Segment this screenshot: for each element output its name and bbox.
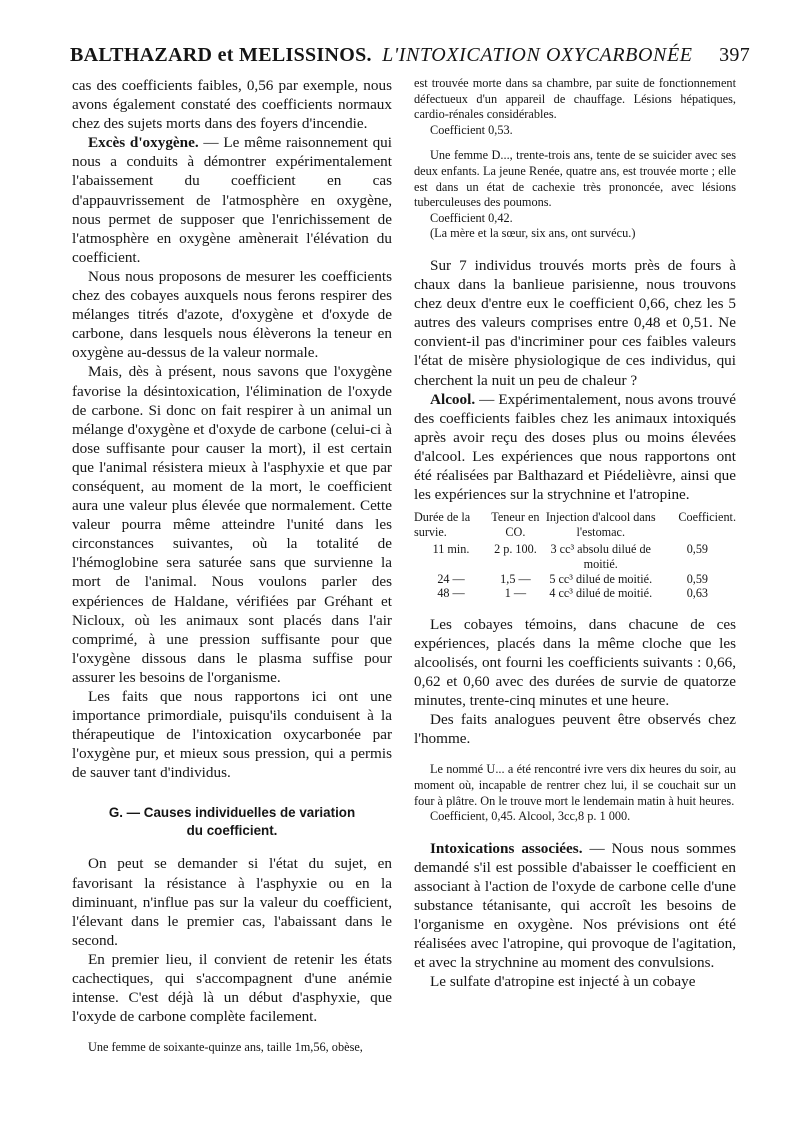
paragraph: En premier lieu, il convient de retenir les états cachectiques, qui s'accompagnent d'une anémie intense. C'est déjà là un début d'asphyxie, que l'oxyde de carbone complète facilement. — [72, 950, 392, 1026]
table-cell: 0,63 — [686, 586, 709, 601]
table-cell: 0,59 — [686, 571, 709, 586]
table-cell: 2 p. 100. — [494, 542, 537, 557]
table-cell: 1 — — [504, 586, 527, 601]
case-report: Le nommé U... a été rencontré ivre vers dix heures du soir, au moment où, incapable de rentrer chez lui, il se couchait sur un four à plâtre. On le trouve mort le lendemain matin à huit heures. — [414, 762, 736, 808]
table-row — [414, 586, 736, 601]
table-cell: 1,5 — — [500, 571, 531, 586]
table-cell: 48 — — [437, 586, 465, 601]
paragraph-intoxications-associees — [414, 839, 736, 973]
case-coefficient: Coefficient 0,53. — [430, 122, 513, 137]
paragraph: Nous nous proposons de mesurer les coefficients chez des cobayes auxquels nous ferons respirer des mélanges titrés d'azote, d'oxygène et d'oxyde de carbone, dans lesquels nous élèverons la teneur en oxygène au-dessus de la valeur normale. — [72, 267, 392, 362]
table-header-row — [414, 510, 736, 542]
paragraph: Des faits analogues peuvent être observés chez l'homme. — [414, 711, 736, 748]
table-cell: 4 cc³ dilué de moitié. — [549, 586, 653, 601]
table-cell: 5 cc³ dilué de moitié. — [549, 571, 653, 586]
paragraph: cas des coefficients faibles, 0,56 par exemple, nous avons également constaté des coefficients normaux chez des sujets morts dans des foyers d'incendie. — [72, 77, 392, 133]
case-coefficient: Coefficient 0,42. — [430, 210, 513, 225]
case-note: (La mère et la sœur, six ans, ont survécu.) — [430, 226, 636, 241]
paragraph: Les cobayes témoins, dans chacune de ces expériences, placés dans la même cloche que les alcoolisés, ont fourni les coefficients suivants : 0,66, 0,62 et 0,60 avec des durées de survie de quatorze minutes, trente-cinq minutes et une heure. — [414, 615, 736, 710]
section-heading — [72, 804, 392, 840]
table-cell: 3 cc³ absolu dilué de moitié. — [550, 542, 651, 571]
running-header — [70, 44, 750, 74]
case-coefficient: Coefficient, 0,45. Alcool, 3cc,8 p. 1 000. — [430, 809, 631, 824]
paragraph-text: — Expérimentalement, nous avons trouvé des coefficients faibles chez les animaux intoxiqués après avoir reçu des doses plus ou moins élevées d'alcool. Les expériences que nous rapportons ont été réalisées par Balthazard et Piédelièvre, ainsi que les expériences sur la strychnine et l'atropine. — [414, 390, 736, 504]
case-report: Une femme D..., trente-trois ans, tente de se suicider avec ses deux enfants. La jeune Renée, quatre ans, est trouvée morte ; elle est dans un état de cachexie très prononcée, avec lésions tuberculeuses des poumons. — [414, 148, 736, 210]
header-title: L'INTOXICATION OXYCARBONÉE — [382, 44, 693, 66]
column-header: Coefficient. — [678, 510, 736, 525]
case-report-block — [414, 762, 736, 824]
paragraph: Sur 7 individus trouvés morts près de fours à chaux dans la banlieue parisienne, nous trouvons chez deux d'entre eux le coefficient 0,66, chez les 5 autres des valeurs comprises entre 0,48 et 0,51. Ne convient-il pas d'incriminer pour ces faibles valeurs l'état de misère physiologique de ces individus, qui cherchent la nuit un peu de chaleur ? — [414, 256, 736, 389]
case-report-block — [414, 76, 736, 242]
paragraph: On peut se demander si l'état du sujet, en favorisant la résistance à l'asphyxie ou en la diminuant, n'influe pas sur la valeur du coefficient, l'élevant dans le premier cas, l'abaissant dans le second. — [72, 855, 392, 949]
table-cell: 24 — — [437, 571, 465, 586]
right-column — [414, 76, 736, 992]
run-in-heading: Intoxications associées. — [430, 839, 583, 857]
column-header: Durée de la survie. — [414, 510, 471, 539]
paragraph: Les faits que nous rapportons ici ont une importance primordiale, puisqu'ils conduisent à la thérapeutique de l'intoxication oxycarbonée par l'oxygène pur, et mieux sous pression, qui a permis de sauver tant d'individus. — [72, 688, 392, 782]
paragraph-alcool — [414, 390, 736, 505]
column-header: Teneur en CO. — [491, 510, 540, 539]
section-heading-line: du coefficient. — [186, 823, 278, 839]
table-row — [414, 572, 736, 587]
case-report: Une femme de soixante-quinze ans, taille 1m,56, obèse, — [88, 1040, 363, 1055]
section-heading-line: G. — Causes individuelles de variation — [108, 805, 356, 821]
left-column — [72, 76, 392, 1056]
paragraph: Le sulfate d'atropine est injecté à un cobaye — [430, 973, 696, 991]
paragraph-text: — Le même raisonnement qui nous a conduits à démontrer expérimentalement l'abaissement du coefficient en cas d'appauvrissement de l'atmosphère en oxygène, nous permet de supposer que l'enrichissement de l'atmosphère en oxygène amènerait l'élévation du coefficient. — [72, 134, 392, 266]
case-report: est trouvée morte dans sa chambre, par suite de fonctionnement défectueux d'un appareil de chauffage. Lésions hépatiques, cardio-rénales considérables. — [414, 76, 736, 122]
column-header: Injection d'alcool dans l'estomac. — [545, 510, 656, 539]
header-authors: BALTHAZARD et MELISSINOS. — [70, 44, 372, 66]
paragraph-exces-oxygene — [72, 133, 392, 267]
paragraph-text: — Nous nous sommes demandé s'il est possible d'abaisser le coefficient en associant à l'action de l'oxyde de carbone celle d'une substance tétanisante, qui accroît les besoins de l'organisme en oxygène. Nos prévisions ont été réalisées avec l'atropine, qui provoque de l'agitation, et avec la strychnine au moment des convulsions. — [414, 839, 737, 972]
run-in-heading: Excès d'oxygène. — [88, 134, 199, 152]
table-cell: 0,59 — [686, 542, 709, 557]
table-row — [414, 542, 736, 571]
page-number: 397 — [719, 44, 750, 66]
paragraph: Mais, dès à présent, nous savons que l'oxygène favorise la désintoxication, l'élimination de l'oxyde de carbone. Si donc on fait respirer à un animal un mélange d'oxygène et d'oxyde de carbone (celui-ci à dose suffisante pour causer la mort), il est certain que l'animal résistera mieux à l'asphyxie et que par conséquent, au moment de la mort, le coefficient aura une valeur plus élevée que normalement. Cette valeur pourra même atteindre l'unité dans les circonstances suivantes, où la totalité de l'hémoglobine sera saturée sans que survienne la mort de l'animal. Nous voulons parler des expériences de Haldane, vérifiées par Gréhant et Nicloux, où les animaux sont placés dans l'air comprimé, à une pression suffisante pour que l'oxygène dissous dans le plasma suffise pour assurer les besoins de l'organisme. — [72, 363, 392, 686]
run-in-heading: Alcool. — [430, 390, 476, 408]
table-cell: 11 min. — [432, 542, 470, 557]
experiment-table — [414, 510, 736, 601]
